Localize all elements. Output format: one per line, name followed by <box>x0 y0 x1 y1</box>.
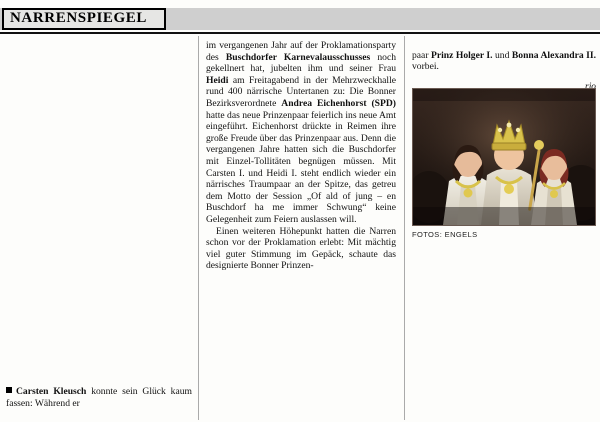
photo-block <box>412 88 596 239</box>
masthead <box>0 8 600 34</box>
article-column-1 <box>6 40 192 416</box>
article-photo <box>412 88 596 226</box>
lead-bold-name: Carsten Kleusch <box>16 386 87 397</box>
bullet-square-icon <box>6 387 12 393</box>
masthead-rule <box>0 32 600 34</box>
column-rule-1 <box>198 36 199 420</box>
article-paragraph: Einen weiteren Höhepunkt hatten die Narren schon vor der Proklamation erlebt: Mit mächtig viel guter Stimmung im Gepäck, schaute das designierte Bonner Prinzen- <box>206 225 396 272</box>
column-rule-2 <box>404 36 405 420</box>
article-paragraph: im vergangenen Jahr auf der Proklamationsparty des Buschdorfer Karnevalausschusses noch gekellnert hat, jubelten ihm und seiner Frau Heidi am Freitagabend in der Mehrzweckhalle rund 400 närrische Untertanen zu: Die Bonner Bezirksverordnete Andrea Eichenhorst (SPD) hatte das neue Prinzenpaar feierlich ins neue Amt eingeführt. Eichenhorst drückte in Reimen ihre große Freude über das Prinzenpaar aus. Denn die vergangenen Jahre hatten sich die Buschdorfer mit Einzel-Tollitäten begnügen müssen. Mit Carsten I. und Heidi I. steht endlich wieder ein närrisches Traumpaar an der Spitze, das getreu dem Motto der Session „Of ald of jung – en Buschdorf ha me immer Schwung“ keine Gelegenheit zum Feiern auslassen will. <box>206 40 396 225</box>
photo-caption: FOTOS: ENGELS <box>412 230 478 239</box>
article-lead-paragraph <box>6 386 192 409</box>
lead-text: konnte sein Glück kaum fassen: Während er <box>6 386 192 409</box>
article-column-2 <box>206 40 396 416</box>
page-title: NARRENSPIEGEL <box>10 10 147 26</box>
article-paragraph: paar Prinz Holger I. und Bonna Alexandra II. vorbei. <box>412 49 596 73</box>
